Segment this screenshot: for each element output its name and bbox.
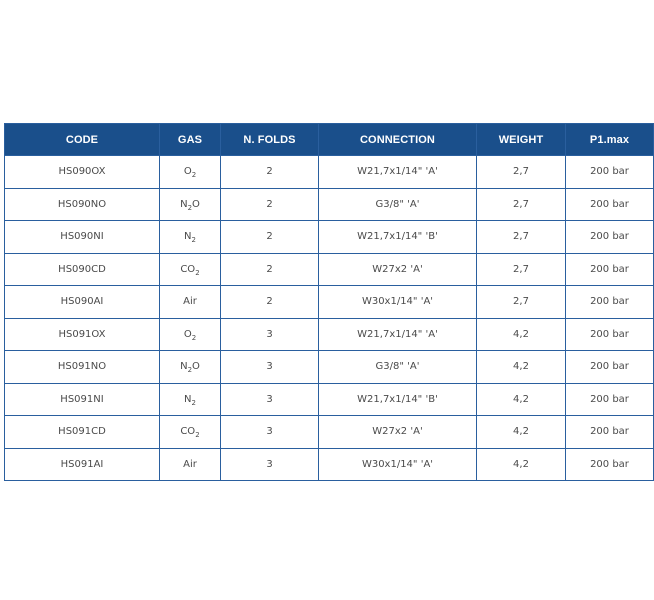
- cell-folds: 2: [221, 156, 319, 189]
- cell-code: HS090CD: [5, 253, 160, 286]
- cell-p1max: 200 bar: [566, 188, 654, 221]
- cell-code: HS091NI: [5, 383, 160, 416]
- table-row: [5, 448, 654, 481]
- cell-gas: [160, 318, 221, 351]
- gas-subscript: 2: [195, 431, 200, 440]
- gas-subscript: 2: [191, 398, 196, 407]
- header-connection: CONNECTION: [319, 124, 477, 156]
- cell-weight: 4,2: [477, 351, 566, 384]
- cell-code: HS091CD: [5, 416, 160, 449]
- cell-gas: [160, 253, 221, 286]
- cell-p1max: 200 bar: [566, 253, 654, 286]
- cell-weight: 4,2: [477, 416, 566, 449]
- cell-weight: 4,2: [477, 318, 566, 351]
- cell-p1max: 200 bar: [566, 416, 654, 449]
- header-code: CODE: [5, 124, 160, 156]
- table-row: [5, 156, 654, 189]
- cell-weight: 2,7: [477, 221, 566, 254]
- cell-code: HS090AI: [5, 286, 160, 319]
- cell-connection: W30x1/14" 'A': [319, 448, 477, 481]
- cell-folds: 2: [221, 286, 319, 319]
- cell-connection: W21,7x1/14" 'A': [319, 318, 477, 351]
- table-row: [5, 188, 654, 221]
- cell-p1max: 200 bar: [566, 318, 654, 351]
- cell-gas: [160, 188, 221, 221]
- gas-base: N: [184, 231, 192, 243]
- cell-folds: 3: [221, 416, 319, 449]
- gas-subscript: 2: [195, 268, 200, 277]
- gas-base: N: [180, 198, 188, 210]
- gas-subscript: 2: [191, 333, 197, 342]
- cell-folds: 3: [221, 351, 319, 384]
- cell-folds: 3: [221, 448, 319, 481]
- cell-connection: G3/8" 'A': [319, 351, 477, 384]
- cell-folds: 2: [221, 188, 319, 221]
- cell-gas: [160, 383, 221, 416]
- header-folds: N. FOLDS: [221, 124, 319, 156]
- cell-p1max: 200 bar: [566, 221, 654, 254]
- cell-gas: [160, 351, 221, 384]
- table-row: [5, 253, 654, 286]
- table-row: [5, 318, 654, 351]
- header-weight: WEIGHT: [477, 124, 566, 156]
- table-row: [5, 221, 654, 254]
- table-row: [5, 383, 654, 416]
- header-gas: GAS: [160, 124, 221, 156]
- gas-base: O: [183, 166, 192, 178]
- cell-weight: 4,2: [477, 383, 566, 416]
- cell-p1max: 200 bar: [566, 351, 654, 384]
- cell-weight: 4,2: [477, 448, 566, 481]
- cell-code: HS091NO: [5, 351, 160, 384]
- gas-tail: O: [192, 198, 200, 210]
- cell-folds: 2: [221, 221, 319, 254]
- cell-p1max: 200 bar: [566, 448, 654, 481]
- cell-gas: [160, 221, 221, 254]
- table-row: [5, 286, 654, 319]
- cell-folds: 2: [221, 253, 319, 286]
- cell-code: HS091AI: [5, 448, 160, 481]
- cell-connection: W27x2 'A': [319, 416, 477, 449]
- cell-connection: W21,7x1/14" 'B': [319, 221, 477, 254]
- gas-base: Air: [183, 296, 197, 308]
- gas-subscript: 2: [191, 236, 196, 245]
- cell-code: HS090OX: [5, 156, 160, 189]
- gas-subscript: 2: [191, 171, 197, 180]
- gas-base: O: [183, 328, 192, 340]
- cell-weight: 2,7: [477, 188, 566, 221]
- cell-gas: [160, 286, 221, 319]
- cell-gas: [160, 416, 221, 449]
- gas-base: N: [184, 393, 192, 405]
- gas-subscript: 2: [187, 366, 193, 375]
- cell-gas: [160, 156, 221, 189]
- table-header: [5, 124, 654, 156]
- cell-code: HS090NO: [5, 188, 160, 221]
- cell-folds: 3: [221, 383, 319, 416]
- gas-subscript: 2: [187, 203, 193, 212]
- cell-connection: W27x2 'A': [319, 253, 477, 286]
- gas-tail: O: [192, 361, 200, 373]
- cell-connection: G3/8" 'A': [319, 188, 477, 221]
- table-body: [5, 156, 654, 481]
- cell-folds: 3: [221, 318, 319, 351]
- cell-weight: 2,7: [477, 156, 566, 189]
- cell-weight: 2,7: [477, 253, 566, 286]
- gas-base: CO: [180, 426, 196, 438]
- gas-base: N: [180, 361, 188, 373]
- cell-gas: [160, 448, 221, 481]
- gas-base: Air: [183, 458, 197, 470]
- cell-connection: W21,7x1/14" 'A': [319, 156, 477, 189]
- table-row: [5, 351, 654, 384]
- cell-p1max: 200 bar: [566, 156, 654, 189]
- header-row: [5, 124, 654, 156]
- cell-weight: 2,7: [477, 286, 566, 319]
- header-p1max: P1.max: [566, 124, 654, 156]
- cell-p1max: 200 bar: [566, 286, 654, 319]
- cell-code: HS091OX: [5, 318, 160, 351]
- cell-code: HS090NI: [5, 221, 160, 254]
- spec-table: [4, 123, 654, 481]
- gas-base: CO: [180, 263, 196, 275]
- table-row: [5, 416, 654, 449]
- cell-p1max: 200 bar: [566, 383, 654, 416]
- cell-connection: W30x1/14" 'A': [319, 286, 477, 319]
- cell-connection: W21,7x1/14" 'B': [319, 383, 477, 416]
